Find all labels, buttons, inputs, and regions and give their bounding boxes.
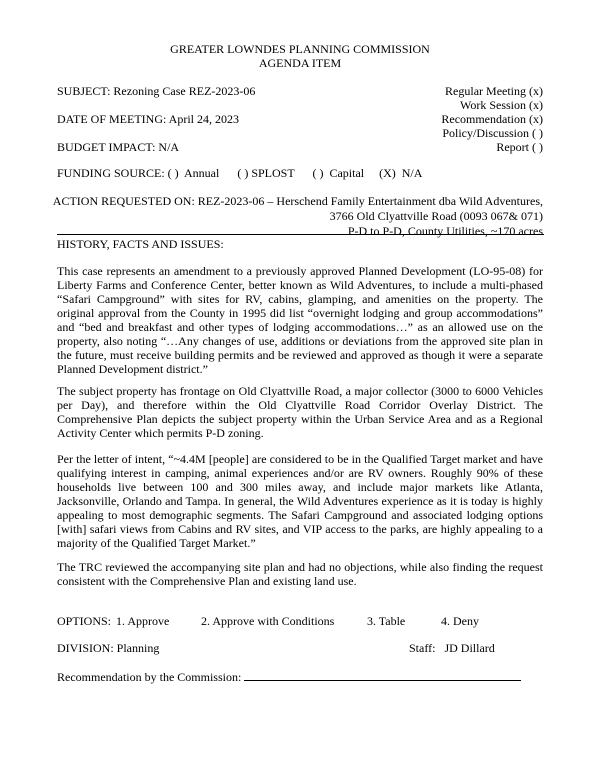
action-requested	[53, 194, 543, 239]
option-approve-with-conditions: 2. Approve with Conditions	[201, 614, 335, 628]
budget-impact: BUDGET IMPACT: N/A	[57, 140, 180, 154]
paragraph-property: The subject property has frontage on Old Clyattville Road, a major collector (3000 to 6000 Vehicles per Day), and therefore within the Old Clyattville Road Corridor Overlay District. The Comprehensive Plan depicts the subject property within the Urban Service Area and as a Regional Activity Center which permits P-D zoning.	[57, 384, 543, 440]
section-divider	[57, 234, 544, 235]
paragraph-trc-review: The TRC reviewed the accompanying site plan and had no objections, while also finding the request consistent with the Comprehensive Plan and existing land use.	[57, 560, 543, 588]
recommendation-row	[57, 670, 521, 684]
division: DIVISION: Planning	[57, 641, 160, 655]
meeting-type-regular: Regular Meeting (x)	[445, 84, 543, 98]
document-header	[0, 42, 600, 70]
meeting-type-work-session: Work Session (x)	[459, 98, 543, 112]
funding-source: FUNDING SOURCE: ( ) Annual ( ) SPLOST ( ) Capital (X) N/A	[57, 166, 423, 180]
option-deny: 4. Deny	[441, 614, 479, 628]
meeting-type-report: Report ( )	[496, 140, 543, 154]
meeting-type-list	[441, 84, 543, 154]
action-requested-line-1: ACTION REQUESTED ON: REZ-2023-06 – Herschend Family Entertainment dba Wild Adventures,	[52, 194, 543, 208]
agenda-item-title: AGENDA ITEM	[258, 56, 342, 70]
recommendation-label: Recommendation by the Commission:	[57, 670, 242, 684]
date-of-meeting: DATE OF MEETING: April 24, 2023	[57, 112, 239, 126]
option-approve: 1. Approve	[116, 614, 170, 628]
org-title: GREATER LOWNDES PLANNING COMMISSION	[170, 42, 430, 56]
meeting-type-policy: Policy/Discussion ( )	[442, 126, 543, 140]
paragraph-letter-of-intent: Per the letter of intent, “~4.4M [people] are considered to be in the Qualified Target market and have qualifying interest in camping, animal experiences and/or are RV owners. Roughly 90% of these households live between 100 and 300 miles away, and include major markets like Atlanta, Jacksonville, Orlando and Tampa. In general, the Wild Adventures experience as it is today is highly appealing to most demographic segments. The Safari Campground and associated lodging options [with] safari views from Cabins and RV sites, and VIP access to the parks, are highly appealing to a majority of the Qualified Target Market.”	[57, 452, 543, 550]
option-table: 3. Table	[367, 614, 406, 628]
paragraph-history: This case represents an amendment to a previously approved Planned Development (LO-95-08) for Liberty Farms and Conference Center, better known as Wild Adventures, to include a multi-phased “Safari Campground” with sites for RV, cabins, glamping, and amenities on the property. The original approval from the County in 1995 did list “overnight lodging and group accommodations” and “bed and breakfast and other types of lodging accommodations…” as an allowed use on the property, also noting “…Any changes of use, additions or deviations from the approved site plan in the future, must receive building permits and be reviewed and approved as though it were a separate Planned Development district.”	[57, 264, 543, 376]
meeting-type-recommendation: Recommendation (x)	[441, 112, 543, 126]
staff: Staff: JD Dillard	[409, 641, 495, 655]
action-requested-line-2: 3766 Old Clyattville Road (0093 067& 071)	[329, 209, 543, 223]
section-heading: HISTORY, FACTS AND ISSUES:	[57, 237, 224, 251]
options-label: OPTIONS:	[57, 614, 112, 628]
recommendation-blank-line	[244, 670, 521, 681]
action-requested-line-3: P-D to P-D, County Utilities, ~170 acres	[347, 224, 543, 238]
subject-line: SUBJECT: Rezoning Case REZ-2023-06	[57, 84, 256, 98]
